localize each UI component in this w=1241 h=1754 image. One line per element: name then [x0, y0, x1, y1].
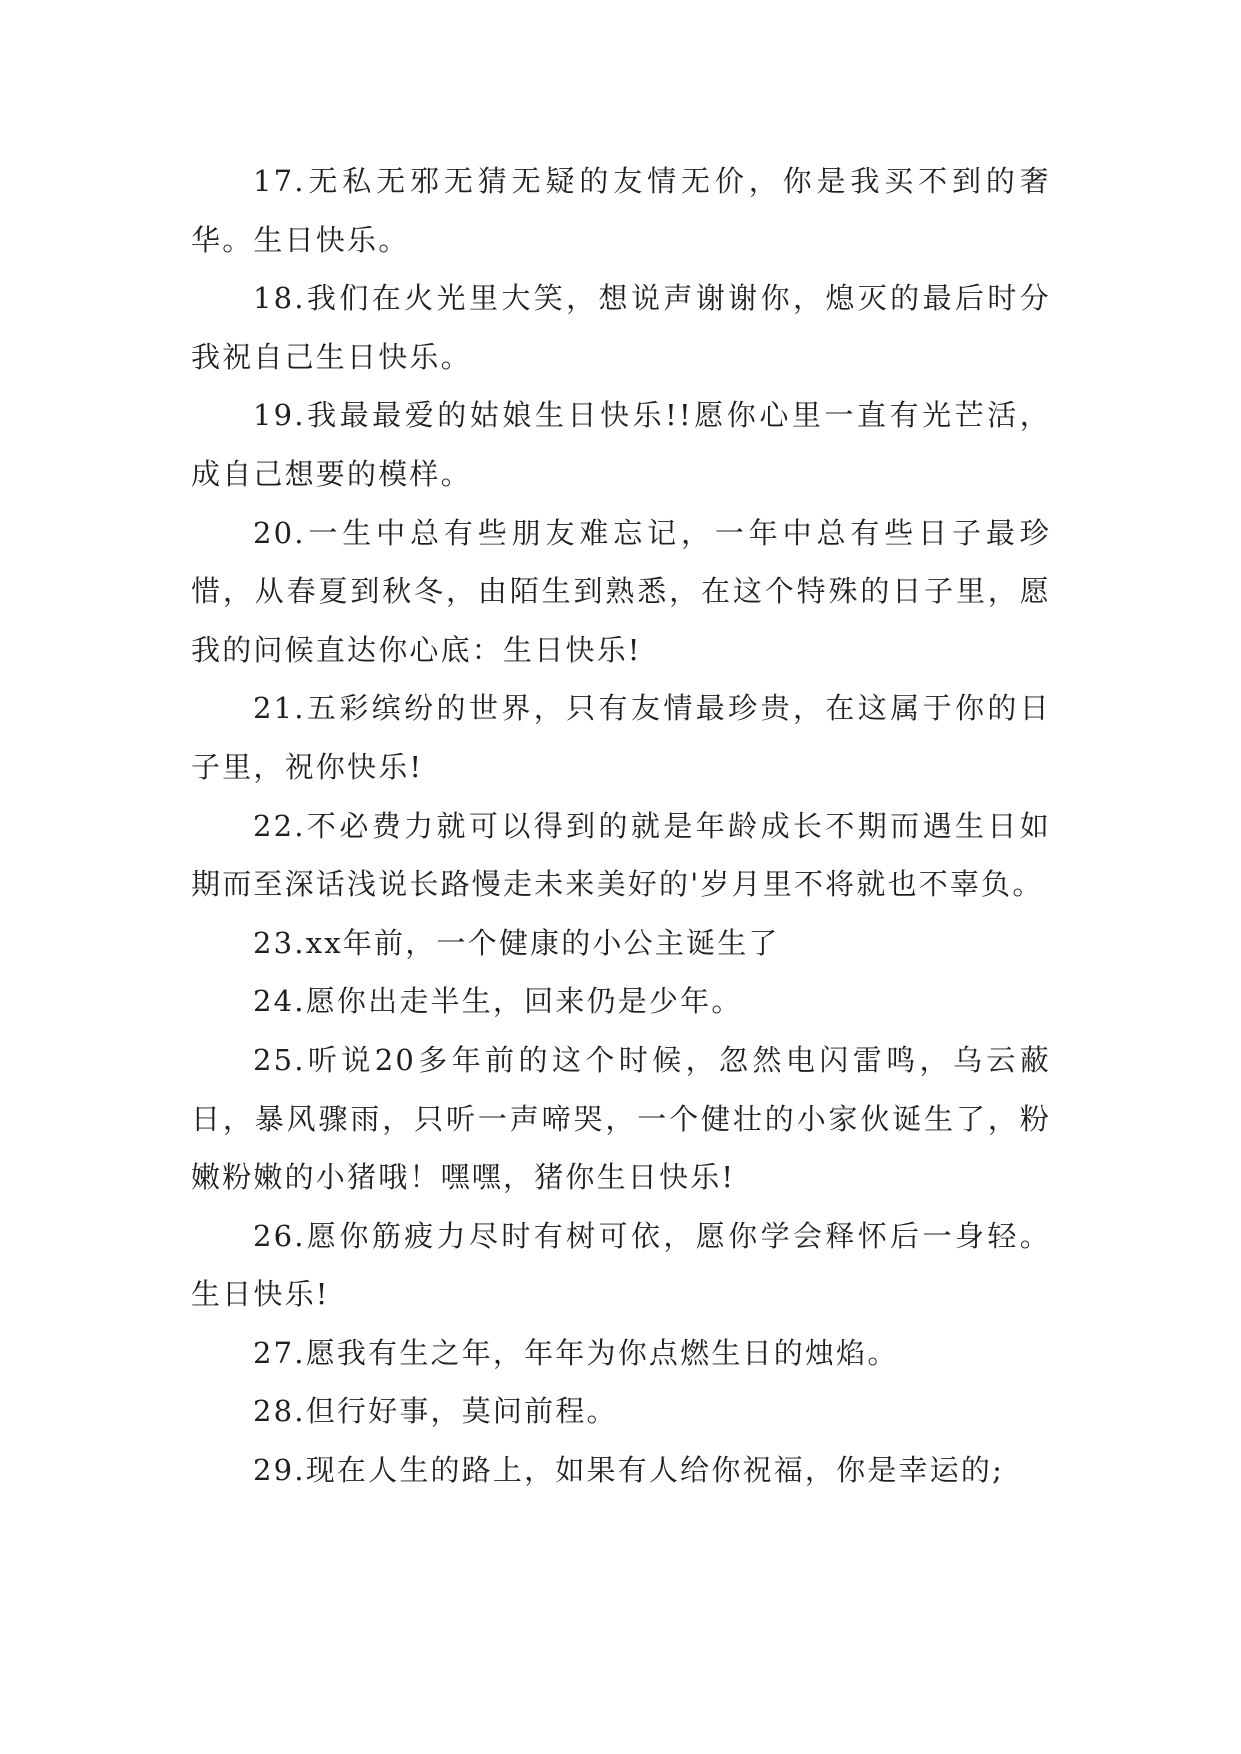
paragraph-17: 17.无私无邪无猜无疑的友情无价，你是我买不到的奢华。生日快乐。: [191, 164, 1051, 257]
paragraph-27: 27.愿我有生之年，年年为你点燃生日的烛焰。: [253, 1335, 899, 1370]
paragraph-28: 28.但行好事，莫问前程。: [253, 1394, 618, 1429]
paragraph-29: 29.现在人生的路上，如果有人给你祝福，你是幸运的;: [253, 1453, 1005, 1488]
paragraph-20: 20.一生中总有些朋友难忘记，一年中总有些日子最珍惜，从春夏到秋冬，由陌生到熟悉，在这个特殊的日子里，愿我的问候直达你心底：生日快乐!: [191, 515, 1051, 667]
paragraph-24: 24.愿你出走半生，回来仍是少年。: [253, 984, 743, 1019]
paragraph-21: 21.五彩缤纷的世界，只有友情最珍贵，在这属于你的日子里，祝你快乐!: [191, 691, 1051, 784]
paragraph-25: 25.听说20多年前的这个时候，忽然电闪雷鸣，乌云蔽日，暴风骤雨，只听一声啼哭，一个健壮的小家伙诞生了，粉嫩粉嫩的小猪哦！嘿嘿，猪你生日快乐!: [191, 1042, 1051, 1195]
document-body: [191, 152, 1051, 1500]
paragraph-19: 19.我最最爱的姑娘生日快乐!!愿你心里一直有光芒活，成自己想要的模样。: [191, 398, 1051, 491]
paragraph-26: 26.愿你筋疲力尽时有树可依，愿你学会释怀后一身轻。生日快乐!: [191, 1218, 1051, 1312]
paragraph-18: 18.我们在火光里大笑，想说声谢谢你，熄灭的最后时分我祝自己生日快乐。: [191, 281, 1051, 374]
paragraph-22: 22.不必费力就可以得到的就是年龄成长不期而遇生日如期而至深话浅说长路慢走未来美好的'岁月里不将就也不辜负。: [191, 808, 1051, 902]
paragraph-23: 23.xx年前，一个健康的小公主诞生了: [253, 925, 780, 960]
